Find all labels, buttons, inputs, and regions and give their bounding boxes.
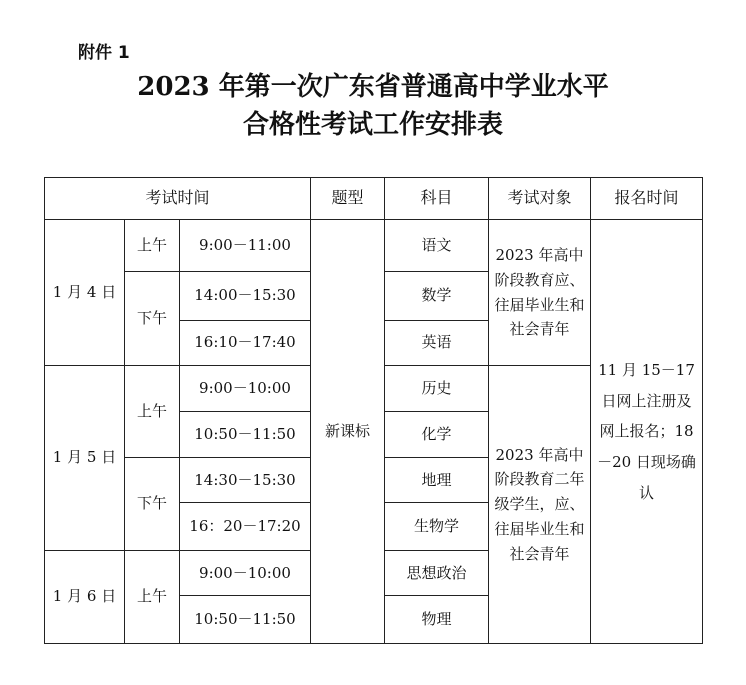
time-cell: 14:00－15:30 [180, 272, 311, 321]
table-row [45, 220, 703, 272]
header-row [45, 178, 703, 220]
target-text: 2023 年高中阶段教育二年级学生，应、往届毕业生和社会青年 [494, 445, 585, 563]
registration-cell [591, 220, 703, 644]
time-cell: 14:30－15:30 [180, 457, 311, 502]
registration-text: 11 月 15－17 日网上注册及网上报名；18－20 日现场确认 [597, 360, 696, 502]
header-exam-time: 考试时间 [45, 178, 311, 220]
question-type-cell: 新课标 [311, 220, 385, 644]
header-question-type: 题型 [311, 178, 385, 220]
header-exam-target: 考试对象 [489, 178, 591, 220]
period-cell: 下午 [125, 272, 180, 366]
period-cell: 上午 [125, 550, 180, 643]
time-cell: 9:00－10:00 [180, 550, 311, 595]
target-text: 2023 年高中阶段教育应、往届毕业生和社会青年 [494, 246, 585, 339]
period-cell: 上午 [125, 220, 180, 272]
header-subject: 科目 [385, 178, 489, 220]
target-cell [489, 220, 591, 366]
page-title-line-1: 2023 年第一次广东省普通高中学业水平 [137, 72, 609, 102]
subject-cell: 英语 [385, 320, 489, 365]
subject-cell: 化学 [385, 412, 489, 457]
page-title-line-2: 合格性考试工作安排表 [242, 110, 503, 140]
time-cell: 9:00－10:00 [180, 366, 311, 412]
period-cell: 下午 [125, 457, 180, 550]
subject-cell: 物理 [385, 596, 489, 644]
time-cell: 9:00－11:00 [180, 220, 311, 272]
time-cell: 16：20－17:20 [180, 503, 311, 551]
subject-cell: 思想政治 [385, 550, 489, 595]
date-cell: 1 月 4 日 [45, 220, 125, 366]
date-cell: 1 月 5 日 [45, 366, 125, 551]
subject-cell: 生物学 [385, 503, 489, 551]
time-cell: 16:10－17:40 [180, 320, 311, 365]
time-cell: 10:50－11:50 [180, 596, 311, 644]
period-cell: 上午 [125, 366, 180, 458]
schedule-table [44, 177, 703, 644]
header-registration-time: 报名时间 [591, 178, 703, 220]
date-cell: 1 月 6 日 [45, 550, 125, 643]
subject-cell: 语文 [385, 220, 489, 272]
subject-cell: 数学 [385, 272, 489, 321]
time-cell: 10:50－11:50 [180, 412, 311, 457]
attachment-label: 附件 1 [78, 43, 130, 63]
target-cell [489, 366, 591, 644]
subject-cell: 历史 [385, 366, 489, 412]
subject-cell: 地理 [385, 457, 489, 502]
